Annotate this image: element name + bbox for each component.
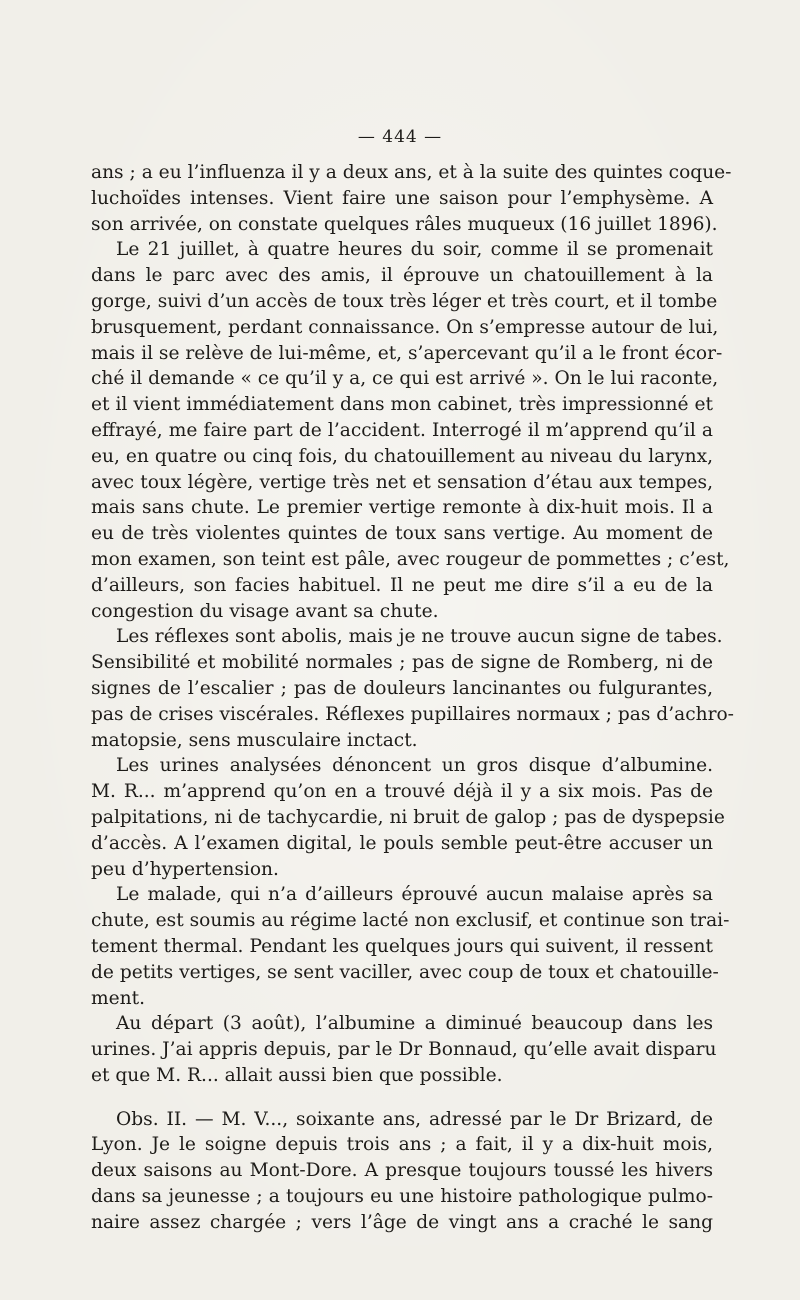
text-line: matopsie, sens musculaire inctact. xyxy=(91,729,418,751)
body-text xyxy=(91,160,734,1236)
paragraph-reflexes xyxy=(91,624,734,753)
text-line: mais il se relève de lui-même, et, s’apercevant qu’il a le front écor- xyxy=(91,342,723,364)
text-line: signes de l’escalier ; pas de douleurs lancinantes ou fulgurantes, xyxy=(91,677,713,699)
section-gap xyxy=(91,1089,713,1107)
text-line: ment. xyxy=(91,987,145,1009)
text-line: tement thermal. Pendant les quelques jours qui suivent, il ressent xyxy=(91,935,713,957)
paragraph-treatment xyxy=(91,882,730,1011)
text-line: Au départ (3 août), l’albumine a diminué beaucoup dans les xyxy=(116,1013,713,1035)
text-line: et il vient immédiatement dans mon cabinet, très impressionné et xyxy=(91,394,713,416)
text-line: ché il demande « ce qu’il y a, ce qui est arrivé ». On le lui raconte, xyxy=(91,368,719,390)
text-line: urines. J’ai appris depuis, par le Dr Bonnaud, qu’elle avait disparu xyxy=(91,1039,717,1061)
text-line: effrayé, me faire part de l’accident. Interrogé il m’apprend qu’il a xyxy=(91,419,713,441)
text-line: Sensibilité et mobilité normales ; pas de signe de Romberg, ni de xyxy=(91,652,713,674)
text-line: Lyon. Je le soigne depuis trois ans ; a fait, il y a dix-huit mois, xyxy=(91,1134,713,1156)
text-line: avec toux légère, vertige très net et sensation d’étau aux tempes, xyxy=(91,471,713,493)
page-number: — 444 — xyxy=(357,127,443,147)
paragraph-continuation xyxy=(91,160,732,237)
text-line: eu de très violentes quintes de toux sans vertige. Au moment de xyxy=(91,523,713,545)
text-line: de petits vertiges, se sent vaciller, avec coup de toux et chatouille- xyxy=(91,961,719,983)
text-line: d’accès. A l’examen digital, le pouls semble peut-être accuser un xyxy=(91,832,713,854)
text-line: d’ailleurs, son facies habituel. Il ne peut me dire s’il a eu de la xyxy=(91,574,713,596)
text-line: Les urines analysées dénoncent un gros disque d’albumine. xyxy=(116,755,713,777)
text-line: ans ; a eu l’influenza il y a deux ans, et à la suite des quintes coque- xyxy=(91,162,732,183)
text-line: mais sans chute. Le premier vertige remonte à dix-huit mois. Il a xyxy=(91,497,713,519)
text-line: pas de crises viscérales. Réflexes pupillaires normaux ; pas d’achro- xyxy=(91,703,734,725)
text-line: dans sa jeunesse ; a toujours eu une histoire pathologique pulmo- xyxy=(91,1186,713,1208)
text-line: naire assez chargée ; vers l’âge de vingt ans a craché le sang xyxy=(91,1211,713,1233)
text-line: deux saisons au Mont-Dore. A presque toujours toussé les hivers xyxy=(91,1160,713,1182)
text-line: Le 21 juillet, à quatre heures du soir, comme il se promenait xyxy=(116,239,713,261)
text-line: dans le parc avec des amis, il éprouve un chatouillement à la xyxy=(91,265,713,287)
text-line: mon examen, son teint est pâle, avec rougeur de pommettes ; c’est, xyxy=(91,548,730,570)
text-line: chute, est soumis au régime lacté non exclusif, et continue son trai- xyxy=(91,910,730,932)
text-line: luchoïdes intenses. Vient faire une saison pour l’emphysème. A xyxy=(91,187,713,209)
text-line: et que M. R... allait aussi bien que possible. xyxy=(91,1064,503,1086)
paragraph-departure xyxy=(91,1011,717,1088)
text-line: eu, en quatre ou cinq fois, du chatouillement au niveau du larynx, xyxy=(91,445,713,467)
text-line: peu d’hypertension. xyxy=(91,858,279,880)
text-line: gorge, suivi d’un accès de toux très léger et très court, et il tombe xyxy=(91,290,718,312)
paragraph-fall-episode xyxy=(91,237,730,624)
paragraph-observation-2 xyxy=(91,1107,713,1236)
text-line: M. R... m’apprend qu’on en a trouvé déjà il y a six mois. Pas de xyxy=(91,781,713,803)
text-line: brusquement, perdant connaissance. On s’empresse autour de lui, xyxy=(91,316,719,338)
text-line: Obs. II. — M. V..., soixante ans, adressé par le Dr Brizard, de xyxy=(116,1108,713,1130)
paragraph-urines xyxy=(91,753,725,882)
text-line: palpitations, ni de tachycardie, ni bruit de galop ; pas de dyspepsie xyxy=(91,806,725,828)
text-line: congestion du visage avant sa chute. xyxy=(91,600,439,622)
text-line: son arrivée, on constate quelques râles muqueux (16 juillet 1896). xyxy=(91,213,718,235)
text-line: Le malade, qui n’a d’ailleurs éprouvé aucun malaise après sa xyxy=(116,884,713,906)
text-line: Les réflexes sont abolis, mais je ne trouve aucun signe de tabes. xyxy=(116,626,723,648)
